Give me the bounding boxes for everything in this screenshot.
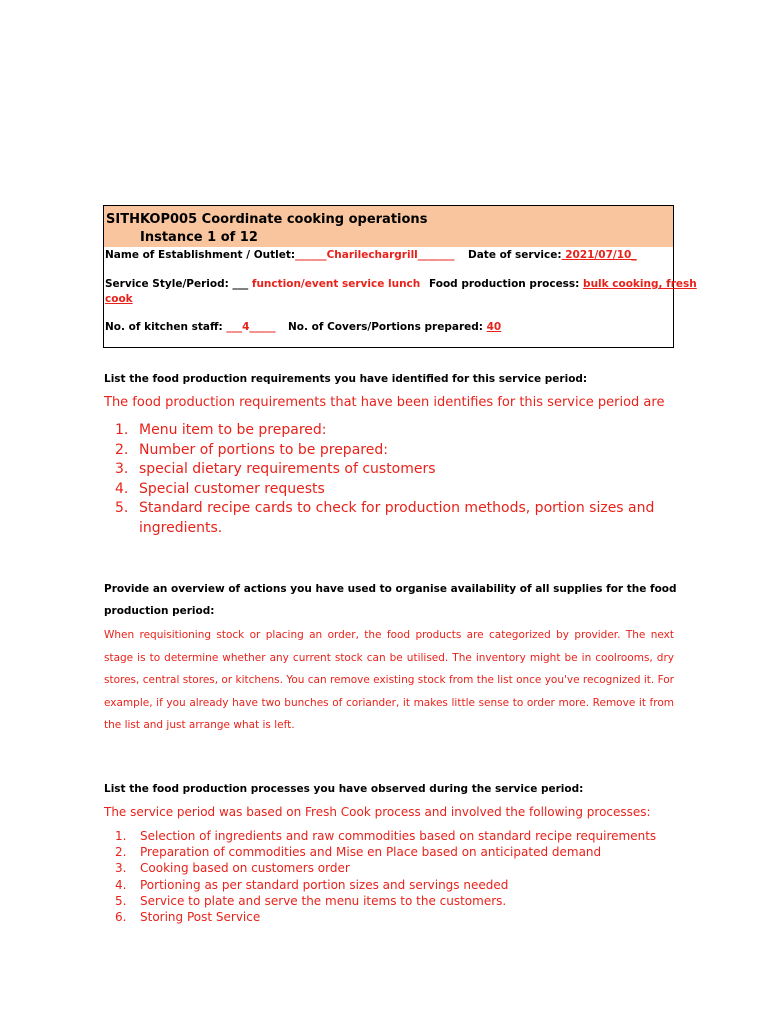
header-box <box>103 205 697 348</box>
date-value: 2021/07/10_ <box>561 249 637 261</box>
service-style-label: Service Style/Period: ___ <box>105 278 249 290</box>
list-item: 5. Standard recipe cards to check for production methods, portion sizes and ingredients. <box>115 500 655 536</box>
list-item: 5. Service to plate and serve the menu items to the customers. <box>115 893 507 908</box>
covers-value: 40 <box>486 321 502 333</box>
requirements-list <box>115 421 655 538</box>
establishment-row <box>105 249 455 261</box>
list-item: 1. Menu item to be prepared: <box>115 422 327 438</box>
production-value-cont: cook <box>105 293 133 305</box>
service-style-row <box>105 278 420 290</box>
date-label: Date of service: <box>468 249 562 261</box>
section3-question: List the food production processes you have observed during the service period: <box>104 783 584 795</box>
production-row <box>429 278 697 290</box>
list-item: 4. Special customer requests <box>115 480 325 497</box>
list-item: 3. special dietary requirements of customers <box>115 461 436 477</box>
staff-value: ___4_____ <box>226 321 276 333</box>
covers-row <box>288 321 501 333</box>
staff-label: No. of kitchen staff: <box>105 321 223 333</box>
list-item: 2. Number of portions to be prepared: <box>115 441 388 458</box>
instance-subtitle: Instance 1 of 12 <box>140 230 258 245</box>
section3-intro: The service period was based on Fresh Cook process and involved the following processes: <box>104 805 651 819</box>
list-item: 2. Preparation of commodities and Mise en Place based on anticipated demand <box>115 845 602 860</box>
list-item: 3. Cooking based on customers order <box>115 861 350 876</box>
date-row <box>468 249 637 261</box>
section2-question: Provide an overview of actions you have used to organise availability of all supplies for the food <box>104 583 677 595</box>
establishment-value: ______Charilechargrill_______ <box>295 249 455 261</box>
production-value: bulk cooking, fresh <box>583 278 697 290</box>
list-item: 6. Storing Post Service <box>115 910 261 925</box>
supplies-answer: When requisitioning stock or placing an order, the food products are categorized by provider. The next stage is to determine whether any current stock can be utilised. The inventory might be in coolrooms, dry stores, central stores, or kitchens. You can remove existing stock from the list once you've recognized it. For example, if you already have two bunches of coriander, it makes little sense to order more. Remove it from the list and just arrange what is left. <box>104 629 674 731</box>
service-style-value: function/event service lunch <box>251 278 421 290</box>
establishment-label: Name of Establishment / Outlet: <box>105 249 296 261</box>
section1-intro: The food production requirements that have been identifies for this service period are <box>104 395 665 410</box>
production-label: Food production process: <box>429 278 580 290</box>
document-title: SITHKOP005 Coordinate cooking operations <box>106 212 428 227</box>
list-item: 1. Selection of ingredients and raw commodities based on standard recipe requirements <box>115 829 657 843</box>
list-item: 4. Portioning as per standard portion sizes and servings needed <box>115 877 509 892</box>
staff-row <box>105 321 276 333</box>
processes-list <box>115 828 675 925</box>
section2-question-cont: production period: <box>104 605 215 617</box>
section1-question: List the food production requirements you have identified for this service period: <box>104 373 588 385</box>
covers-label: No. of Covers/Portions prepared: <box>288 321 483 333</box>
